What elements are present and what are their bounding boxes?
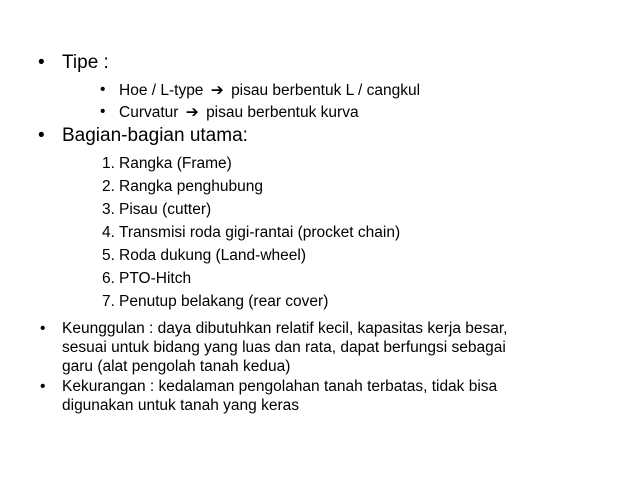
list-number: 3. [102, 201, 115, 218]
bullet: • [38, 52, 45, 73]
list-number: 6. [102, 270, 115, 287]
list-text: Pisau (cutter) [119, 201, 212, 218]
list-text: Penutup belakang (rear cover) [119, 293, 329, 310]
list-text: Rangka (Frame) [119, 155, 232, 172]
list-text: Transmisi roda gigi-rantai (procket chain) [119, 224, 401, 241]
bullet: • [40, 378, 46, 395]
bagian-label: Bagian-bagian utama: [62, 125, 248, 146]
kekurangan-line: digunakan untuk tanah yang keras [62, 397, 299, 414]
sub-bullet: • [100, 81, 106, 98]
tipe-item-term: Hoe / L-type [119, 82, 204, 99]
list-number: 4. [102, 224, 115, 241]
tipe-item-term: Curvatur [119, 104, 179, 121]
sub-bullet: • [100, 103, 106, 120]
tipe-label: Tipe : [62, 52, 109, 73]
keunggulan-line: Keunggulan : daya dibutuhkan relatif kecil, kapasitas kerja besar, [62, 320, 508, 337]
tipe-item-desc: pisau berbentuk kurva [206, 104, 359, 121]
list-number: 7. [102, 293, 115, 310]
arrow-right-icon: ➔ [210, 81, 224, 99]
list-text: Rangka penghubung [119, 178, 263, 195]
kekurangan-line: Kekurangan : kedalaman pengolahan tanah terbatas, tidak bisa [62, 378, 498, 395]
arrow-right-icon: ➔ [185, 103, 199, 121]
list-text: Roda dukung (Land-wheel) [119, 247, 306, 264]
bullet: • [40, 320, 46, 337]
tipe-item-desc: pisau berbentuk L / cangkul [231, 82, 421, 99]
list-number: 5. [102, 247, 115, 264]
keunggulan-line: garu (alat pengolah tanah kedua) [62, 358, 291, 375]
bullet: • [38, 125, 45, 146]
list-number: 1. [102, 155, 115, 172]
list-text: PTO-Hitch [119, 270, 192, 287]
list-number: 2. [102, 178, 115, 195]
keunggulan-line: sesuai untuk bidang yang luas dan rata, dapat berfungsi sebagai [62, 339, 506, 356]
